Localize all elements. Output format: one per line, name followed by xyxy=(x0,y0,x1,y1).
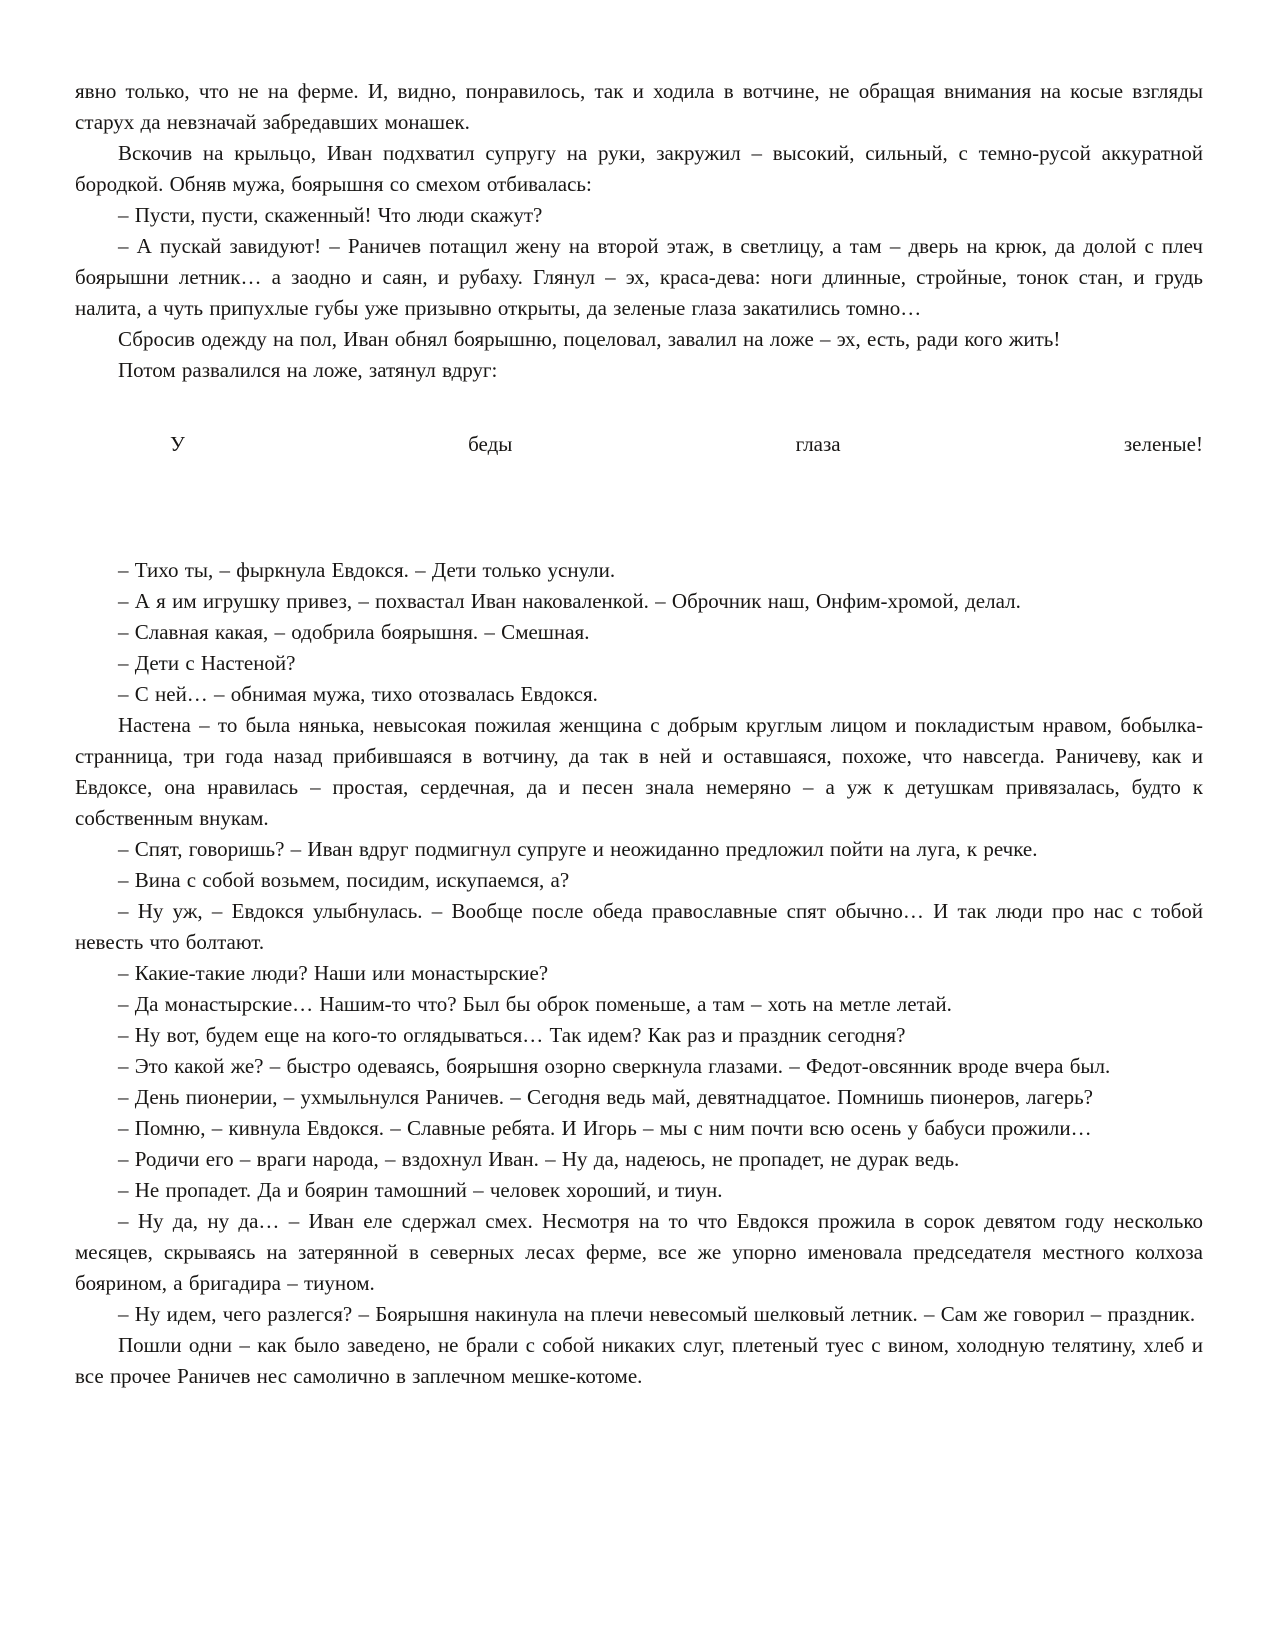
paragraph: явно только, что не на ферме. И, видно, понравилось, так и ходила в вотчине, не обращая внимания на косые взгляды старух да невзначай забредавших монашек. xyxy=(75,79,1203,134)
paragraph: Сбросив одежду на пол, Иван обнял боярышню, поцеловал, завалил на ложе – эх, есть, ради кого жить! xyxy=(118,327,1061,351)
paragraph: – Не пропадет. Да и боярин тамошний – человек хороший, и тиун. xyxy=(118,1178,723,1202)
paragraph: – Спят, говоришь? – Иван вдруг подмигнул супруге и неожиданно предложил пойти на луга, к речке. xyxy=(118,837,1038,861)
paragraph: – А я им игрушку привез, – похвастал Иван наковаленкой. – Оброчник наш, Онфим-хромой, делал. xyxy=(118,589,1021,613)
paragraph: – Да монастырские… Нашим-то что? Был бы оброк поменьше, а там – хоть на метле летай. xyxy=(118,992,952,1016)
song-line xyxy=(75,429,1203,460)
paragraph: Потом развалился на ложе, затянул вдруг: xyxy=(118,358,498,382)
paragraph: – Вина с собой возьмем, посидим, искупаемся, а? xyxy=(118,868,570,892)
paragraph: – Какие-такие люди? Наши или монастырские? xyxy=(118,961,549,985)
paragraph: – С ней… – обнимая мужа, тихо отозвалась Евдокся. xyxy=(118,682,598,706)
paragraph: – Ну вот, будем еще на кого-то оглядываться… Так идем? Как раз и праздник сегодня? xyxy=(118,1023,906,1047)
song-word: У xyxy=(170,432,185,456)
paragraph: – А пускай завидуют! – Раничев потащил жену на второй этаж, в светлицу, а там – дверь на крюк, да долой с плеч боярышни летник… а заодно и саян, и рубаху. Глянул – эх, краса-дева: ноги длинные, стройные, тонок стан, и грудь налита, а чуть припухлые губы уже призывно открыты, да зеленые глаза закатились томно… xyxy=(75,234,1203,320)
song-word: зеленые! xyxy=(1123,432,1203,456)
paragraph: – Пусти, пусти, скаженный! Что люди скажут? xyxy=(118,203,543,227)
paragraph: – Ну да, ну да… – Иван еле сдержал смех. Несмотря на то что Евдокся прожила в сорок девятом году несколько месяцев, скрываясь на затерянной в северных лесах ферме, все же упорно именовала председателя местного колхоза боярином, а бригадира – тиуном. xyxy=(75,1209,1203,1295)
paragraph: – Ну уж, – Евдокся улыбнулась. – Вообще после обеда православные спят обычно… И так люди про нас с тобой невесть что болтают. xyxy=(75,899,1203,954)
paragraph: – Ну идем, чего разлегся? – Боярышня накинула на плечи невесомый шелковый летник. – Сам же говорил – праздник. xyxy=(118,1302,1196,1326)
song-word: глаза xyxy=(795,432,841,456)
paragraph: – Это какой же? – быстро одеваясь, боярышня озорно сверкнула глазами. – Федот-овсянник вроде вчера был. xyxy=(118,1054,1111,1078)
paragraph: – День пионерии, – ухмыльнулся Раничев. – Сегодня ведь май, девятнадцатое. Помнишь пионеров, лагерь? xyxy=(118,1085,1093,1109)
page-text xyxy=(75,76,1203,1392)
paragraph: – Помню, – кивнула Евдокся. – Славные ребята. И Игорь – мы с ним почти всю осень у бабуси прожили… xyxy=(118,1116,1092,1140)
paragraph: – Дети с Настеной? xyxy=(118,651,296,675)
paragraph: – Славная какая, – одобрила боярышня. – Смешная. xyxy=(118,620,590,644)
paragraph: Пошли одни – как было заведено, не брали с собой никаких слуг, плетеный туес с вином, холодную телятину, хлеб и все прочее Раничев нес самолично в заплечном мешке-котоме. xyxy=(75,1333,1203,1388)
paragraph: Настена – то была нянька, невысокая пожилая женщина с добрым круглым лицом и покладистым нравом, бобылка-странница, три года назад прибившаяся в вотчину, да так в ней и оставшаяся, похоже, что навсегда. Раничеву, как и Евдоксе, она нравилась – простая, сердечная, да и песен знала немеряно – а уж к детушкам привязалась, будто к собственным внукам. xyxy=(75,713,1203,830)
paragraph: – Тихо ты, – фыркнула Евдокся. – Дети только уснули. xyxy=(118,558,616,582)
paragraph: – Родичи его – враги народа, – вздохнул Иван. – Ну да, надеюсь, не пропадет, не дурак ведь. xyxy=(118,1147,960,1171)
song-word: беды xyxy=(468,432,513,456)
paragraph: Вскочив на крыльцо, Иван подхватил супругу на руки, закружил – высокий, сильный, с темно-русой аккуратной бородкой. Обняв мужа, боярышня со смехом отбивалась: xyxy=(75,141,1203,196)
